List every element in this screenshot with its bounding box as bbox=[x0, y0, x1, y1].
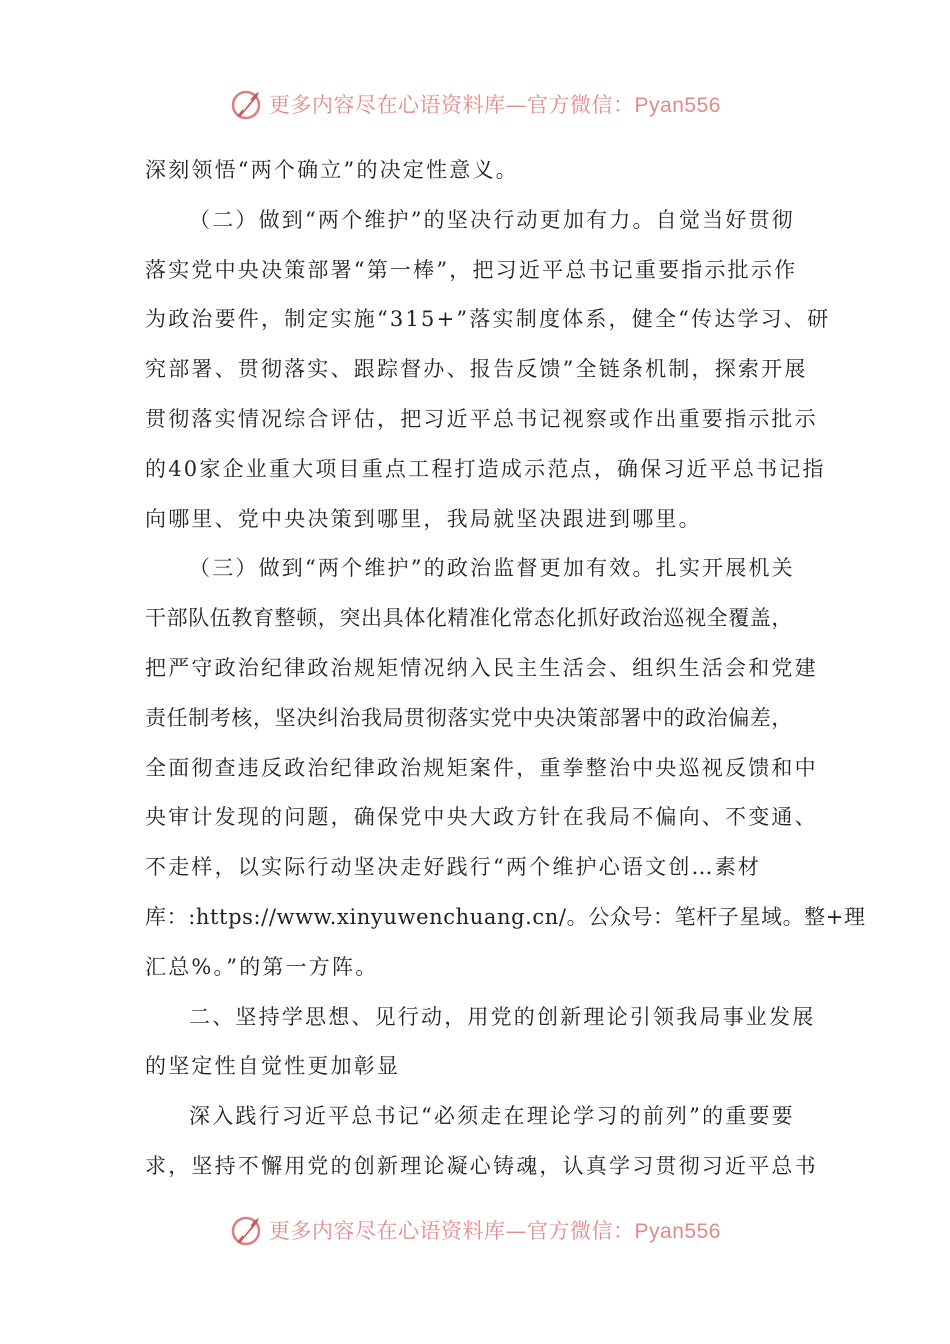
text-line: 求，坚持不懈用党的创新理论凝心铸魂，认真学习贯彻习近平总书 bbox=[145, 1153, 818, 1178]
header-banner-text: 更多内容尽在心语资料库—官方微信：Pyan556 bbox=[269, 93, 721, 117]
document-body bbox=[145, 146, 866, 1192]
quill-pen-logo-icon bbox=[229, 1212, 265, 1248]
text-line: 库：:https://www.xinyuwenchuang.cn/。公众号：笔杆子星域。整+理 bbox=[145, 904, 866, 929]
quill-pen-logo-icon bbox=[229, 86, 265, 122]
text-line: 为政治要件，制定实施“315+”落实制度体系，健全“传达学习、研 bbox=[145, 307, 831, 332]
text-line: 究部署、贯彻落实、跟踪督办、报告反馈”全链条机制，探索开展 bbox=[145, 357, 808, 382]
text-line: 不走样，以实际行动坚决走好践行“两个维护心语文创…素材 bbox=[145, 855, 762, 880]
text-line: 把严守政治纪律政治规矩情况纳入民主生活会、组织生活会和党建 bbox=[145, 655, 818, 680]
section-heading-line: 二、坚持学思想、见行动，用党的创新理论引领我局事业发展 bbox=[189, 1004, 816, 1029]
text-line: 向哪里、党中央决策到哪里，我局就坚决跟进到哪里。 bbox=[145, 506, 702, 531]
text-line: 责任制考核，坚决纠治我局贯彻落实党中央决策部署中的政治偏差， bbox=[145, 705, 793, 730]
text-line: 全面彻查违反政治纪律政治规矩案件，重拳整治中央巡视反馈和中 bbox=[145, 755, 818, 780]
text-line: 的40家企业重大项目重点工程打造成示范点，确保习近平总书记指 bbox=[145, 456, 826, 481]
text-line: 深入践行习近平总书记“必须走在理论学习的前列”的重要要 bbox=[189, 1104, 795, 1129]
text-line: （三）做到“两个维护”的政治监督更加有效。扎实开展机关 bbox=[189, 556, 795, 581]
footer-banner-text: 更多内容尽在心语资料库—官方微信：Pyan556 bbox=[269, 1219, 721, 1243]
text-line: 贯彻落实情况综合评估，把习近平总书记视察或作出重要指示批示 bbox=[145, 406, 818, 431]
text-line: 深刻领悟“两个确立”的决定性意义。 bbox=[145, 158, 519, 182]
text-line: 汇总%。”的第一方阵。 bbox=[145, 954, 379, 979]
text-line: 落实党中央决策部署“第一棒”，把习近平总书记重要指示批示作 bbox=[145, 257, 798, 282]
footer-wechat-id: Pyan556 bbox=[634, 1220, 721, 1243]
header-banner bbox=[0, 82, 950, 126]
text-line: 干部队伍教育整顿，突出具体化精准化常态化抓好政治巡视全覆盖， bbox=[145, 606, 793, 631]
section-heading-line: 的坚定性自觉性更加彰显 bbox=[145, 1054, 401, 1079]
header-wechat-id: Pyan556 bbox=[634, 94, 721, 117]
text-line: （二）做到“两个维护”的坚决行动更加有力。自觉当好贯彻 bbox=[189, 207, 795, 232]
footer-banner bbox=[0, 1208, 950, 1252]
text-line: 央审计发现的问题，确保党中央大政方针在我局不偏向、不变通、 bbox=[145, 805, 818, 830]
